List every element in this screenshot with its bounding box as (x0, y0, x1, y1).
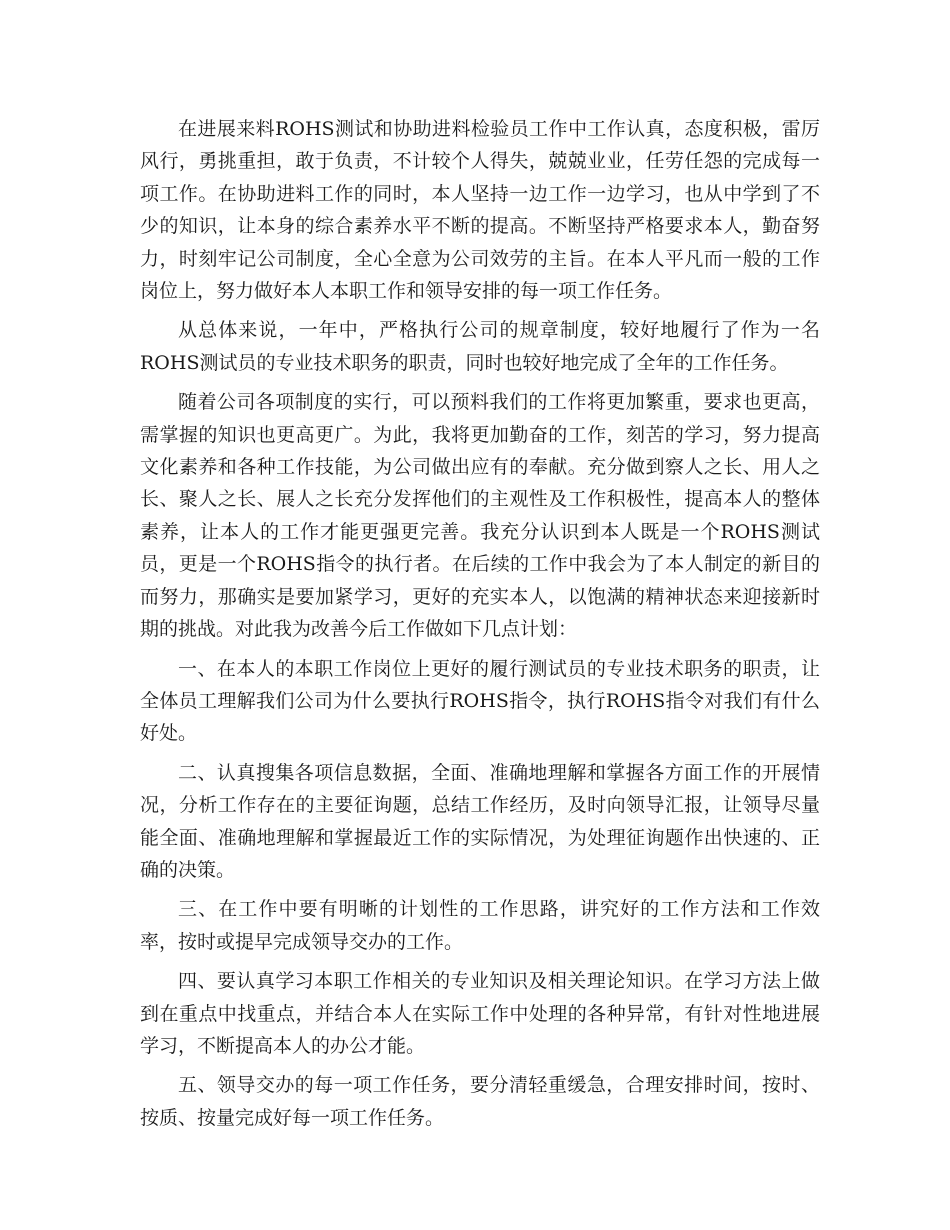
paragraph-work-attitude: 在进展来料ROHS测试和协助进料检验员工作中工作认真，态度积极，雷厉风行，勇挑重担，敢于负责，不计较个人得失，兢兢业业，任劳任怨的完成每一项工作。在协助进料工作的同时，本人坚持一边工作一边学习，也从中学到了不少的知识，让本身的综合素养水平不断的提高。不断坚持严格要求本人，勤奋努力，时刻牢记公司制度，全心全意为公司效劳的主旨。在本人平凡而一般的工作岗位上，努力做好本人本职工作和领导安排的每一项工作任务。 (140, 118, 820, 303)
plan-item-5: 五、领导交办的每一项工作任务，要分清轻重缓急，合理安排时间，按时、按质、按量完成好每一项工作任务。 (140, 1074, 820, 1129)
paragraph-overall-summary: 从总体来说，一年中，严格执行公司的规章制度，较好地履行了作为一名ROHS测试员的专业技术职务的职责，同时也较好地完成了全年的工作任务。 (140, 319, 820, 374)
document-body (140, 113, 820, 1141)
plan-item-2: 二、认真搜集各项信息数据，全面、准确地理解和掌握各方面工作的开展情况，分析工作存在的主要征询题，总结工作经历，及时向领导汇报，让领导尽量能全面、准确地理解和掌握最近工作的实际情况，为处理征询题作出快速的、正确的决策。 (140, 761, 820, 881)
plan-item-4: 四、要认真学习本职工作相关的专业知识及相关理论知识。在学习方法上做到在重点中找重点，并结合本人在实际工作中处理的各种异常，有针对性地进展学习，不断提高本人的办公才能。 (140, 970, 820, 1057)
plan-item-1: 一、在本人的本职工作岗位上更好的履行测试员的专业技术职务的职责，让全体员工理解我们公司为什么要执行ROHS指令，执行ROHS指令对我们有什么好处。 (140, 657, 820, 745)
paragraph-future-outlook: 随着公司各项制度的实行，可以预料我们的工作将更加繁重，要求也更高，需掌握的知识也更高更广。为此，我将更加勤奋的工作，刻苦的学习，努力提高文化素养和各种工作技能，为公司做出应有的奉献。充分做到察人之长、用人之长、聚人之长、展人之长充分发挥他们的主观性及工作积极性，提高本人的整体素养，让本人的工作才能更强更完善。我充分认识到本人既是一个ROHS测试员，更是一个ROHS指令的执行者。在后续的工作中我会为了本人制定的新目的而努力，那确实是要加紧学习，更好的充实本人，以饱满的精神状态来迎接新时期的挑战。对此我为改善今后工作做如下几点计划： (140, 391, 820, 641)
plan-item-3: 三、在工作中要有明晰的计划性的工作思路，讲究好的工作方法和工作效率，按时或提早完成领导交办的工作。 (140, 898, 820, 953)
